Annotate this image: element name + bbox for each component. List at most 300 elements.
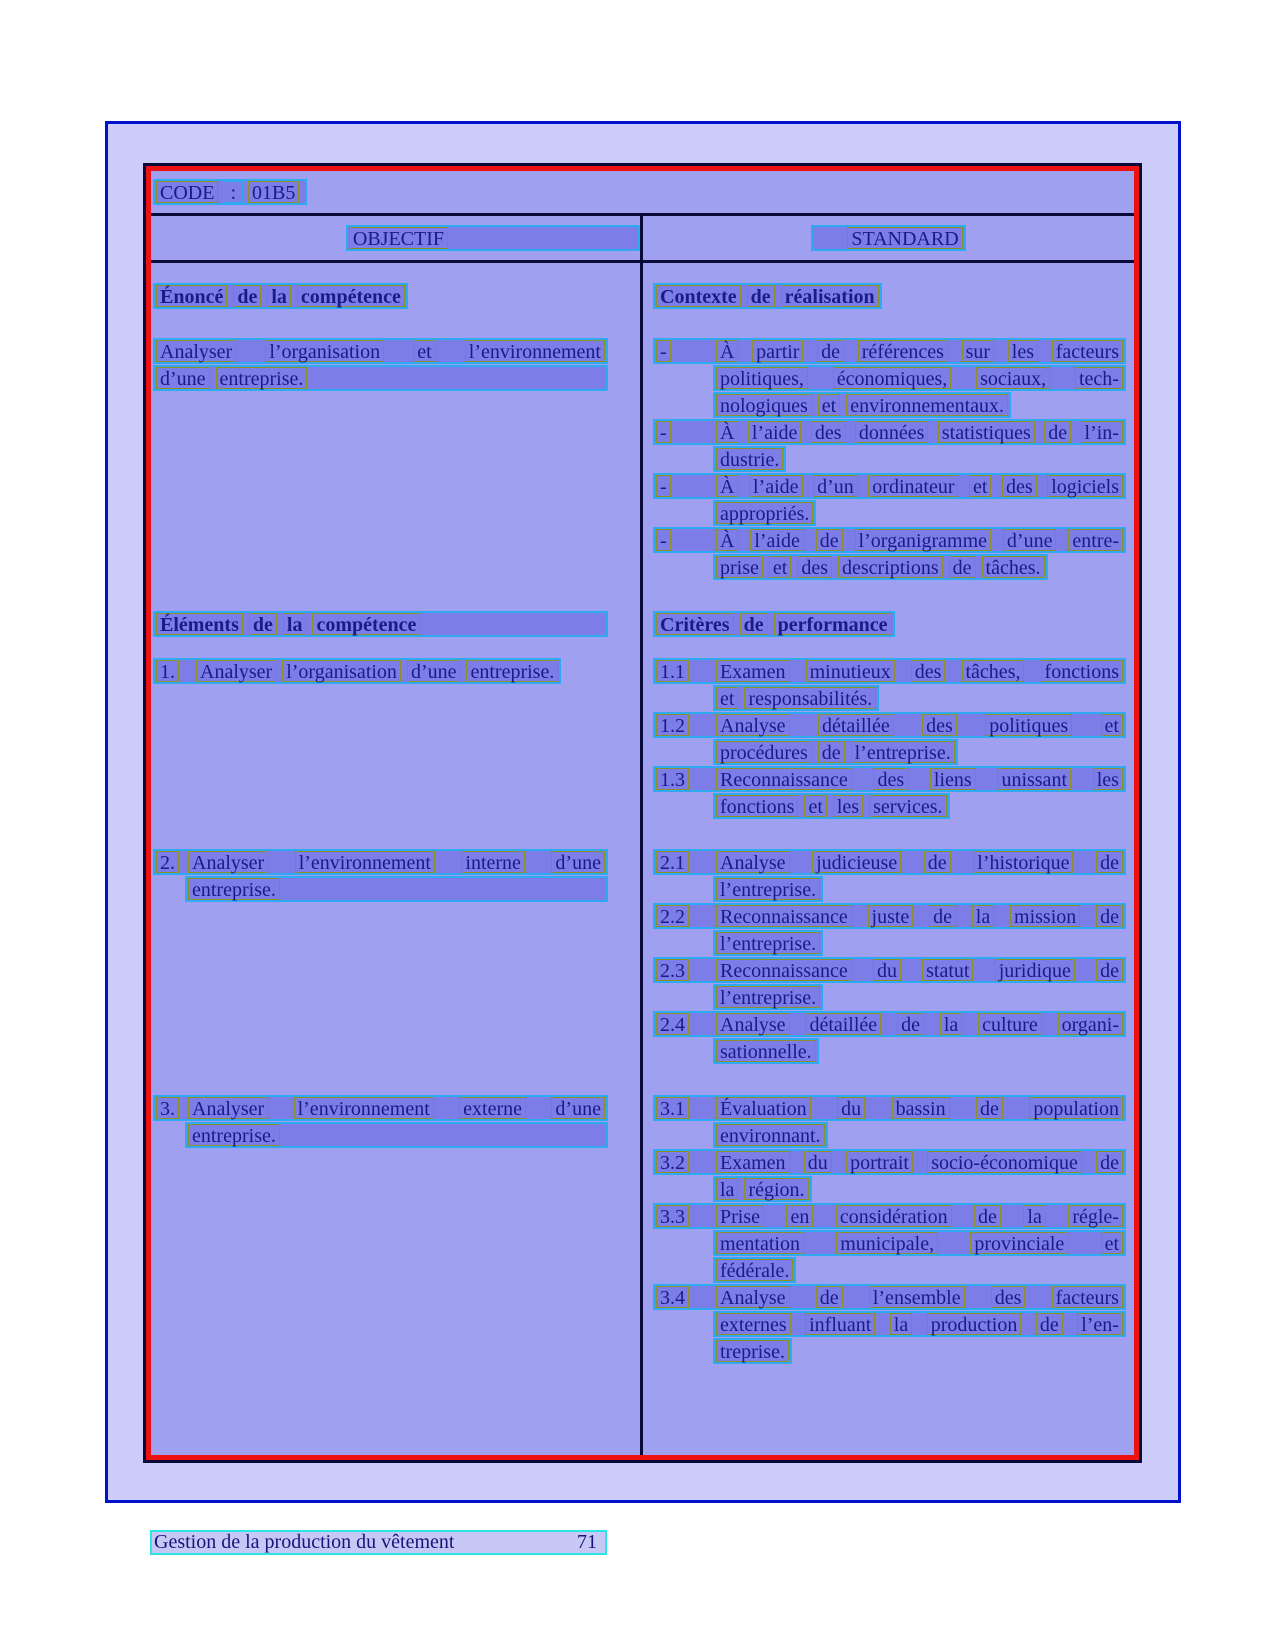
word-highlight: d’une (551, 851, 605, 873)
item-number (656, 714, 716, 736)
text-line (153, 876, 608, 903)
word-highlight: mission (1010, 905, 1080, 927)
word-highlight: des (873, 768, 908, 790)
text-line (653, 1230, 1126, 1257)
ocr-line-box (653, 611, 895, 637)
line-words (716, 795, 947, 817)
ocr-line-box (713, 1311, 1126, 1337)
word-highlight: de (816, 1286, 843, 1308)
word-highlight: environnant. (716, 1124, 825, 1146)
line-words (716, 394, 1008, 416)
ocr-line-box (653, 1095, 1126, 1121)
text-line (653, 1011, 1126, 1038)
word-highlight: statistiques (938, 421, 1035, 443)
word-highlight: de (816, 529, 843, 551)
word-highlight: région. (744, 1178, 808, 1200)
line-words (716, 529, 1123, 551)
ocr-line-box (653, 1011, 1126, 1037)
line-words (716, 1232, 1123, 1254)
text-block (153, 849, 608, 903)
line-words (716, 1097, 1123, 1119)
ocr-line-box (653, 903, 1126, 929)
word-highlight: la (972, 905, 994, 927)
text-line (653, 1284, 1126, 1311)
ocr-line-box (653, 527, 1126, 553)
word-highlight: et (716, 687, 738, 709)
ocr-line-box (153, 283, 408, 309)
text-block (653, 338, 1126, 581)
ocr-line-box (713, 1338, 792, 1364)
text-line (653, 957, 1126, 984)
item-number (656, 1013, 716, 1035)
word-highlight: Analyser (196, 660, 276, 682)
word-highlight: prise (716, 556, 763, 578)
text-line (653, 1311, 1126, 1338)
word-highlight: l’entreprise. (716, 932, 820, 954)
line-words (716, 1151, 1123, 1173)
ocr-line-box (653, 1149, 1126, 1175)
text-line (653, 473, 1126, 500)
word-highlight: Éléments (156, 613, 243, 635)
word-highlight: Reconnaissance (716, 959, 852, 981)
line-words (716, 1013, 1123, 1035)
line-words (716, 1178, 809, 1200)
word-highlight: facteurs (1052, 340, 1123, 362)
line-words (156, 613, 420, 635)
ocr-line-box (153, 1095, 608, 1121)
code-row (151, 171, 1134, 216)
word-highlight: de (1096, 959, 1123, 981)
word-highlight: du (873, 959, 901, 981)
word-highlight: entreprise. (188, 1124, 280, 1146)
word-highlight: de (1096, 1151, 1123, 1173)
word-highlight: facteurs (1052, 1286, 1123, 1308)
ocr-line-box (153, 338, 608, 364)
text-block (153, 658, 608, 685)
line-words (656, 613, 892, 635)
word-highlight: régle- (1068, 1205, 1123, 1227)
line-words (716, 448, 783, 470)
word-highlight: la (716, 1178, 738, 1200)
word-highlight: et (1101, 1232, 1123, 1254)
line-words (716, 502, 813, 524)
text-block (653, 1095, 1126, 1365)
item-number (656, 660, 716, 682)
word-highlight: et (413, 340, 435, 362)
word-highlight: l’organisation (282, 660, 401, 682)
section-block (153, 611, 608, 638)
word-highlight: l’entreprise. (851, 741, 955, 763)
word-highlight: procédures (716, 741, 812, 763)
word-highlight: tâches, (962, 660, 1025, 682)
text-line (653, 984, 1126, 1011)
word-highlight: de (929, 905, 956, 927)
text-line (153, 658, 608, 685)
word-highlight: provinciale (970, 1232, 1068, 1254)
word-highlight: - (656, 529, 671, 551)
word-highlight: fédérale. (716, 1259, 793, 1281)
word-highlight: de (818, 741, 845, 763)
ocr-line-box (713, 365, 1126, 391)
word-highlight: juridique (995, 959, 1075, 981)
ocr-line-box (653, 766, 1126, 792)
word-highlight: services. (869, 795, 946, 817)
item-number (156, 1097, 188, 1119)
text-line (653, 446, 1126, 473)
word-highlight: politiques, (716, 367, 808, 389)
line-words (716, 340, 1123, 362)
word-highlight: environnementaux. (846, 394, 1008, 416)
word-highlight: responsabilités. (744, 687, 876, 709)
word-highlight: de (1096, 851, 1123, 873)
word-highlight: appropriés. (716, 502, 813, 524)
item-number (656, 905, 716, 927)
word-highlight: de (1044, 421, 1071, 443)
word-highlight: la (283, 613, 307, 635)
item-number (656, 851, 716, 873)
word-highlight: À (716, 475, 738, 497)
ocr-line-box (653, 419, 1126, 445)
text-line (653, 1095, 1126, 1122)
line-words (188, 1097, 605, 1119)
word-highlight: performance (774, 613, 892, 635)
ocr-line-box (653, 1203, 1126, 1229)
ocr-line-box (653, 1284, 1126, 1310)
word-highlight: population (1029, 1097, 1123, 1119)
page-footer (150, 1530, 607, 1555)
word-highlight: Analyse (716, 1013, 790, 1035)
ocr-line-box (713, 793, 950, 819)
word-highlight: Reconnaissance (716, 905, 852, 927)
word-highlight: 2. (156, 851, 179, 873)
line-words (716, 851, 1123, 873)
line-words (716, 421, 1123, 443)
ocr-line-box (153, 658, 561, 684)
word-highlight: 2.1 (656, 851, 689, 873)
word-highlight: des (991, 1286, 1026, 1308)
word-highlight: fonctions (1041, 660, 1123, 682)
word-highlight: de (974, 1205, 1001, 1227)
objectif-header: OBJECTIF (349, 227, 448, 249)
text-block (153, 1095, 608, 1149)
line-words (716, 687, 876, 709)
objectif-header-cell (151, 216, 640, 260)
word-highlight: sociaux, (976, 367, 1050, 389)
competency-sheet (105, 121, 1181, 1503)
text-line (653, 739, 1126, 766)
footer-page-number: 71 (577, 1531, 597, 1553)
word-highlight: dustrie. (716, 448, 783, 470)
word-highlight: des (911, 660, 946, 682)
word-highlight: 1.2 (656, 714, 689, 736)
section-heading (653, 283, 1126, 310)
item-number (656, 1151, 716, 1173)
line-words (196, 660, 558, 682)
ocr-line-box (153, 179, 307, 205)
word-highlight: tâches. (982, 556, 1045, 578)
text-line (653, 685, 1126, 712)
word-highlight: d’une (407, 660, 461, 682)
ocr-line-box (653, 658, 1126, 684)
word-highlight: production (927, 1313, 1022, 1335)
text-line (653, 419, 1126, 446)
ocr-line-box (185, 1122, 608, 1148)
line-words (716, 986, 820, 1008)
word-highlight: Prise (716, 1205, 764, 1227)
text-line (153, 1122, 608, 1149)
item-number (656, 421, 716, 443)
ocr-line-box (653, 957, 1126, 983)
word-highlight: sationnelle. (716, 1040, 816, 1062)
line-words (716, 367, 1123, 389)
word-highlight: juste (868, 905, 914, 927)
word-highlight: et (804, 795, 826, 817)
word-highlight: de (817, 340, 844, 362)
word-highlight: de (976, 1097, 1003, 1119)
word-highlight: externes (716, 1313, 791, 1335)
word-highlight: l’environnement (294, 1097, 434, 1119)
line-words (716, 878, 820, 900)
text-line (653, 1122, 1126, 1149)
text-line (153, 338, 608, 365)
word-highlight: la (267, 285, 291, 307)
word-highlight: logiciels (1047, 475, 1123, 497)
word-highlight: détaillée (805, 1013, 881, 1035)
standard-column (640, 263, 1134, 1455)
word-highlight: l’ensemble (869, 1286, 965, 1308)
word-highlight: la (1023, 1205, 1045, 1227)
ocr-line-box (713, 739, 958, 765)
section-block (153, 283, 608, 310)
word-highlight: 3.3 (656, 1205, 689, 1227)
item-number (156, 660, 196, 682)
word-highlight: Analyser (156, 340, 236, 362)
word-highlight: d’une (156, 367, 210, 389)
text-block (653, 658, 1126, 820)
ocr-line-box (653, 473, 1126, 499)
line-words (716, 714, 1123, 736)
word-highlight: l’historique (973, 851, 1073, 873)
line-words (716, 475, 1123, 497)
word-highlight: socio-économique (927, 1151, 1082, 1173)
standards-table (143, 163, 1142, 1463)
word-highlight: Reconnaissance (716, 768, 852, 790)
column-header-row (151, 216, 1134, 263)
word-highlight: Analyse (716, 714, 790, 736)
word-highlight: tech- (1075, 367, 1123, 389)
word-highlight: 3.1 (656, 1097, 689, 1119)
word-highlight: Analyser (188, 851, 268, 873)
text-line (653, 930, 1126, 957)
text-line (153, 1095, 608, 1122)
text-line (653, 903, 1126, 930)
section-heading (653, 611, 1126, 638)
word-highlight: organi- (1058, 1013, 1123, 1035)
word-highlight: influant (805, 1313, 875, 1335)
item-number (656, 768, 716, 790)
ocr-line-box (153, 365, 608, 391)
standard-header: STANDARD (847, 227, 962, 249)
word-highlight: - (656, 421, 671, 443)
word-highlight: : (223, 181, 243, 203)
word-highlight: références (858, 340, 948, 362)
word-highlight: la (940, 1013, 962, 1035)
section-block (653, 611, 1126, 638)
text-line (653, 849, 1126, 876)
word-highlight: en (786, 1205, 813, 1227)
text-line (153, 849, 608, 876)
word-highlight: entreprise. (216, 367, 308, 389)
word-highlight: les (833, 795, 863, 817)
line-words (656, 285, 879, 307)
item-number (656, 1205, 716, 1227)
word-highlight: 2.4 (656, 1013, 689, 1035)
word-highlight: du (804, 1151, 832, 1173)
text-line (153, 365, 608, 392)
text-line (653, 658, 1126, 685)
word-highlight: l’environnement (295, 851, 435, 873)
text-line (653, 338, 1126, 365)
word-highlight: liens (930, 768, 976, 790)
objectif-column (151, 263, 640, 1455)
word-highlight: entreprise. (466, 660, 558, 682)
word-highlight: mentation (716, 1232, 804, 1254)
word-highlight: - (656, 475, 671, 497)
word-highlight: Analyse (716, 851, 790, 873)
text-line (653, 1038, 1126, 1065)
text-line (653, 1176, 1126, 1203)
ocr-line-box (713, 1038, 819, 1064)
ocr-line-box (713, 984, 823, 1010)
word-highlight: des (922, 714, 957, 736)
word-highlight: À (716, 529, 738, 551)
word-highlight: Examen (716, 1151, 790, 1173)
text-line (653, 876, 1126, 903)
line-words (716, 1205, 1123, 1227)
ocr-line-box (713, 1176, 812, 1202)
word-highlight: compétence (312, 613, 420, 635)
line-words (716, 556, 1045, 578)
standards-table-inner (146, 166, 1139, 1460)
word-highlight: Analyser (188, 1097, 268, 1119)
word-highlight: Contexte (656, 285, 741, 307)
line-words (716, 741, 955, 763)
word-highlight: treprise. (716, 1340, 789, 1362)
ocr-line-box (653, 712, 1126, 738)
ocr-line-box (653, 338, 1126, 364)
section-block (653, 283, 1126, 310)
word-highlight: de (1096, 905, 1123, 927)
word-highlight: 1.1 (656, 660, 689, 682)
word-highlight: d’une (1003, 529, 1057, 551)
word-highlight: minutieux (806, 660, 895, 682)
text-block (653, 849, 1126, 1065)
word-highlight: 2.3 (656, 959, 689, 981)
word-highlight: des (811, 421, 846, 443)
word-highlight: des (797, 556, 832, 578)
text-line (653, 527, 1126, 554)
word-highlight: les (1093, 768, 1123, 790)
item-number (656, 1097, 716, 1119)
text-line (653, 712, 1126, 739)
word-highlight: de (747, 285, 775, 307)
word-highlight: Évaluation (716, 1097, 811, 1119)
word-highlight: 1.3 (656, 768, 689, 790)
text-line (653, 365, 1126, 392)
ocr-line-box (713, 446, 786, 472)
ocr-line-box (713, 1230, 1126, 1256)
word-highlight: économiques, (833, 367, 952, 389)
word-highlight: l’en- (1077, 1313, 1123, 1335)
word-highlight: de (949, 556, 976, 578)
word-highlight: descriptions (838, 556, 943, 578)
word-highlight: de (233, 285, 261, 307)
word-highlight: partir (752, 340, 803, 362)
text-line (653, 1149, 1126, 1176)
ocr-line-box (653, 849, 1126, 875)
line-words (156, 367, 307, 389)
ocr-line-box (713, 392, 1011, 418)
ocr-line-box (713, 554, 1048, 580)
word-highlight: des (1002, 475, 1037, 497)
item-number (656, 1286, 716, 1308)
word-highlight: judicieuse (812, 851, 901, 873)
text-line (653, 554, 1126, 581)
word-highlight: CODE (156, 181, 218, 203)
word-highlight: À (716, 340, 738, 362)
word-highlight: statut (922, 959, 973, 981)
ocr-line-box (153, 611, 608, 637)
line-words (716, 1340, 789, 1362)
word-highlight: entreprise. (188, 878, 280, 900)
word-highlight: et (1101, 714, 1123, 736)
ocr-line-box (713, 1257, 796, 1283)
line-words (716, 1259, 793, 1281)
word-highlight: À (716, 421, 738, 443)
text-line (653, 1257, 1126, 1284)
word-highlight: et (969, 475, 991, 497)
line-words (188, 878, 280, 900)
word-highlight: sur (962, 340, 994, 362)
line-words (716, 1124, 825, 1146)
ocr-line-box (713, 1122, 828, 1148)
line-words (716, 1286, 1123, 1308)
word-highlight: considération (836, 1205, 952, 1227)
word-highlight: de (897, 1013, 924, 1035)
ocr-line-box (653, 283, 882, 309)
item-number (656, 475, 716, 497)
word-highlight: Analyse (716, 1286, 790, 1308)
word-highlight: et (769, 556, 791, 578)
word-highlight: la (890, 1313, 912, 1335)
line-words (716, 1040, 816, 1062)
text-line (653, 392, 1126, 419)
word-highlight: fonctions (716, 795, 798, 817)
word-highlight: l’aide (749, 475, 803, 497)
word-highlight: l’entreprise. (716, 878, 820, 900)
line-words (716, 959, 1123, 981)
word-highlight: ordinateur (868, 475, 958, 497)
word-highlight: interne (461, 851, 525, 873)
word-highlight: unissant (997, 768, 1071, 790)
word-highlight: Critères (656, 613, 734, 635)
ocr-line-box (713, 500, 816, 526)
word-highlight: l’environnement (465, 340, 605, 362)
word-highlight: compétence (297, 285, 405, 307)
word-highlight: 01B5 (248, 181, 299, 203)
text-block (153, 338, 608, 392)
word-highlight: l’aide (750, 529, 804, 551)
